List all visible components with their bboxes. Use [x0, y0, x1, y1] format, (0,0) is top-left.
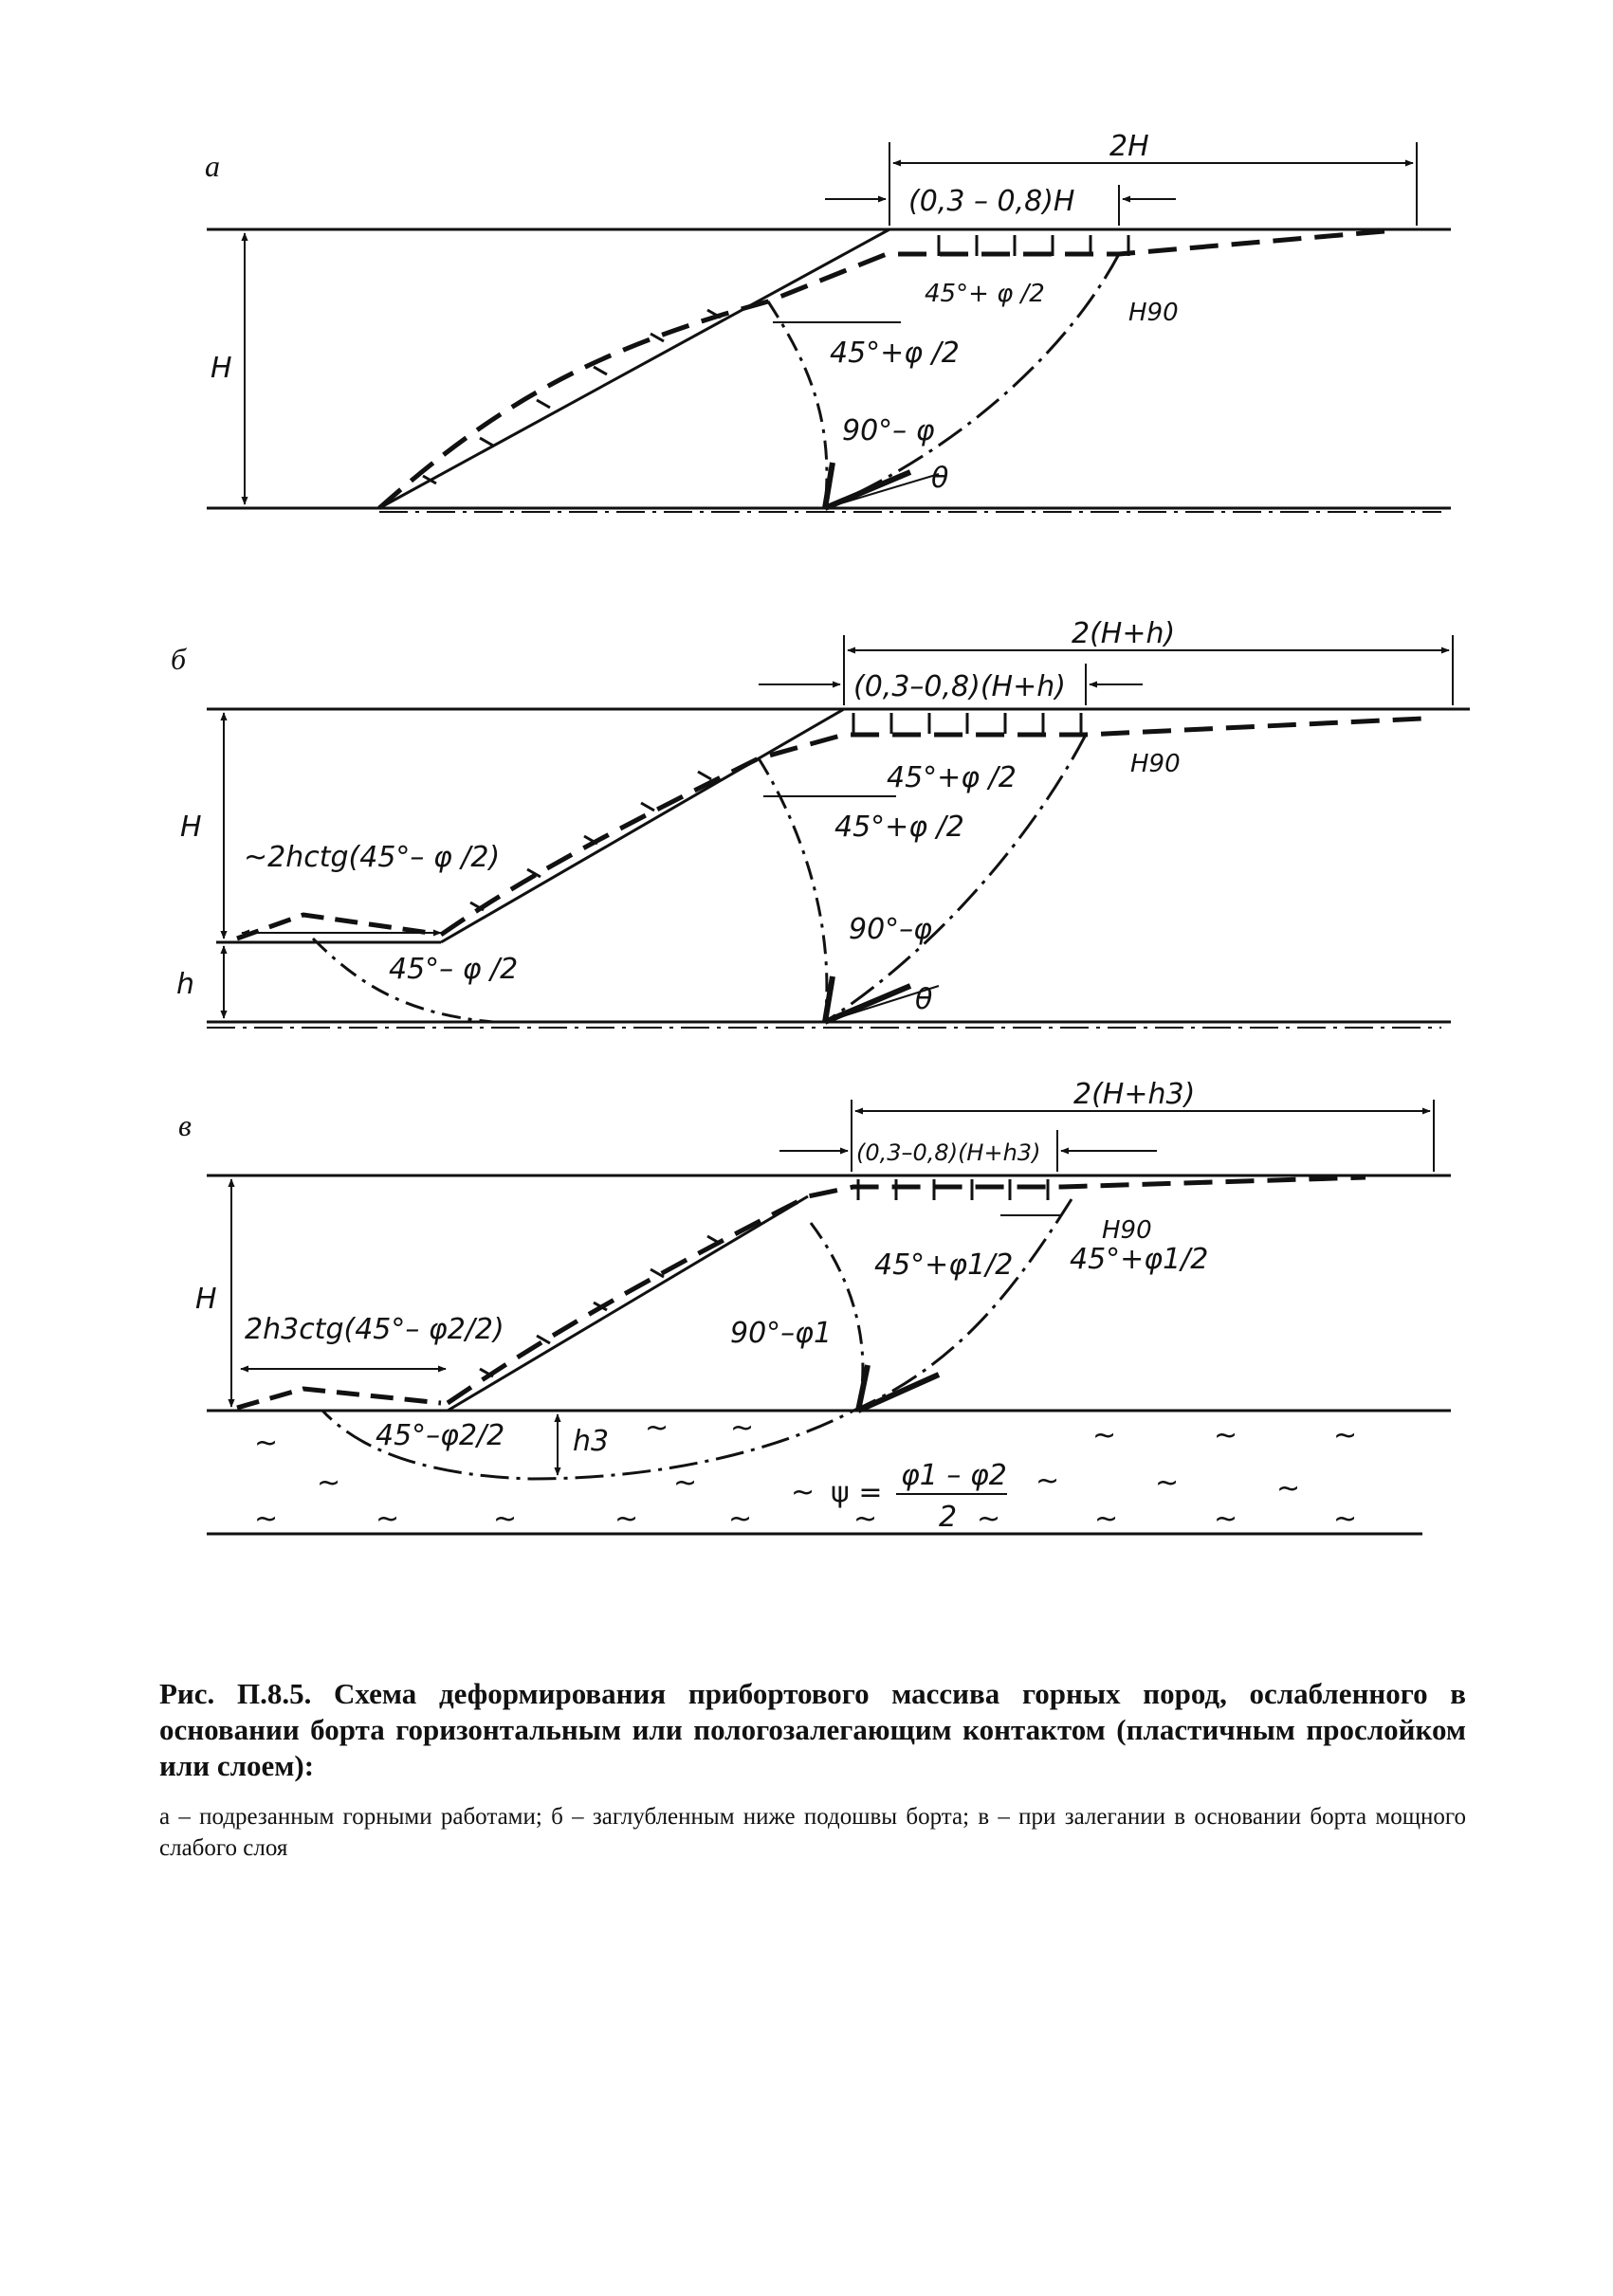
svg-text:~: ~: [673, 1467, 698, 1500]
panel-c-width-label: 2(H+h3): [1073, 1078, 1196, 1111]
panel-c-angle-bottom: 90°–φ1: [730, 1317, 833, 1350]
panel-a-zone-label: (0,3 – 0,8)H: [908, 185, 1075, 218]
panel-a-h90: H90: [1128, 299, 1179, 327]
panel-b-angle-mid: 45°+φ /2: [834, 811, 964, 844]
svg-text:~: ~: [1333, 1419, 1358, 1452]
svg-text:~: ~: [728, 1503, 753, 1536]
panel-a-theta-ray: [825, 474, 939, 508]
panel-c-psi-denominator: 2: [939, 1501, 958, 1534]
panel-c-angle-mid: 45°+φ1/2: [874, 1248, 1014, 1282]
panel-c-psi-numerator: φ1 – φ2: [901, 1459, 1007, 1492]
panel-b-h90: H90: [1130, 750, 1181, 778]
panel-c-zone-label: (0,3–0,8)(H+h3): [856, 1139, 1041, 1166]
panel-b: [171, 617, 1470, 1028]
panel-b-zone-label: (0,3–0,8)(H+h): [853, 670, 1066, 703]
panel-c-angle-toe: 45°–φ2/2: [376, 1419, 505, 1452]
panel-b-letter: б: [171, 642, 187, 676]
panel-c-deformed-profile: [448, 1177, 1366, 1403]
panel-b-angle-toe: 45°– φ /2: [389, 953, 519, 986]
panel-a-hatch: [423, 235, 1128, 483]
panel-c-height-label: H: [195, 1283, 217, 1316]
svg-text:~: ~: [317, 1467, 341, 1500]
svg-text:~: ~: [1155, 1467, 1180, 1500]
panel-a-letter: a: [205, 149, 220, 183]
panel-b-width-label: 2(H+h): [1072, 617, 1176, 650]
svg-text:~: ~: [730, 1412, 755, 1445]
caption-title: Рис. П.8.5. Схема деформирования прибортового массива горных пород, ослабленного в основании борта горизонтальным или пологозалегающим контактом (пластичным прослойком или слоем):: [159, 1677, 1466, 1782]
svg-text:~: ~: [791, 1476, 816, 1509]
panel-a-deformed-profile: [379, 231, 1384, 508]
panel-b-depth-label: h: [176, 968, 195, 1001]
svg-text:~: ~: [1092, 1419, 1117, 1452]
panel-a: [205, 130, 1451, 512]
panel-c-h90: H90: [1102, 1216, 1152, 1245]
panel-c-toe-heave: [237, 1389, 441, 1408]
svg-text:~: ~: [1036, 1465, 1060, 1498]
svg-text:~: ~: [1094, 1503, 1119, 1536]
panel-c-slope: [448, 1196, 808, 1411]
svg-text:~: ~: [853, 1503, 878, 1536]
panel-a-inner-slip: [768, 301, 827, 508]
panel-a-slope: [379, 229, 889, 508]
panel-a-width-label: 2H: [1109, 130, 1149, 163]
svg-text:~: ~: [254, 1427, 279, 1460]
svg-text:~: ~: [1333, 1503, 1358, 1536]
svg-text:~: ~: [1214, 1419, 1238, 1452]
svg-text:~: ~: [493, 1503, 518, 1536]
svg-text:~: ~: [376, 1503, 400, 1536]
panel-c: [178, 1078, 1451, 1536]
svg-text:~: ~: [977, 1503, 1001, 1536]
panel-b-hatch: [470, 713, 1081, 910]
svg-text:~: ~: [1214, 1503, 1238, 1536]
panel-b-height-label: H: [180, 811, 202, 844]
panel-c-depth-label: h3: [573, 1425, 610, 1458]
panel-c-angle-top: 45°+φ1/2: [1070, 1243, 1209, 1276]
panel-a-bottom-angle-mark: [825, 463, 910, 508]
panel-b-toe-label: ~2hctg(45°– φ /2): [244, 841, 501, 874]
panel-a-angle-top: 45°+ φ /2: [925, 280, 1045, 308]
caption-subtitle: а – подрезанным горными работами; б – заглубленным ниже подошвы борта; в – при залегании в основании борта мощного слабого слоя: [159, 1804, 1466, 1861]
panel-a-angle-mid: 45°+φ /2: [830, 337, 960, 370]
panel-b-slope: [441, 709, 844, 942]
svg-text:~: ~: [1276, 1472, 1301, 1505]
figure-caption: [159, 1676, 1466, 1864]
panel-b-angle-bottom: 90°–φ: [849, 913, 932, 946]
svg-text:~: ~: [614, 1503, 639, 1536]
panel-a-angle-bottom: 90°– φ: [842, 414, 935, 447]
panel-b-theta: θ: [915, 983, 933, 1016]
panel-c-letter: в: [178, 1108, 192, 1142]
panel-b-angle-top: 45°+φ /2: [887, 761, 1017, 794]
panel-a-height-label: H: [211, 352, 232, 385]
panel-b-inner-slip: [759, 758, 827, 1022]
panel-a-theta: θ: [931, 462, 949, 495]
panel-b-toe-heave: [237, 915, 436, 938]
panel-c-toe-label: 2h3ctg(45°– φ2/2): [245, 1313, 504, 1346]
panel-c-psi-label: ψ =: [831, 1476, 883, 1509]
svg-text:~: ~: [645, 1412, 669, 1445]
svg-text:~: ~: [254, 1503, 279, 1536]
